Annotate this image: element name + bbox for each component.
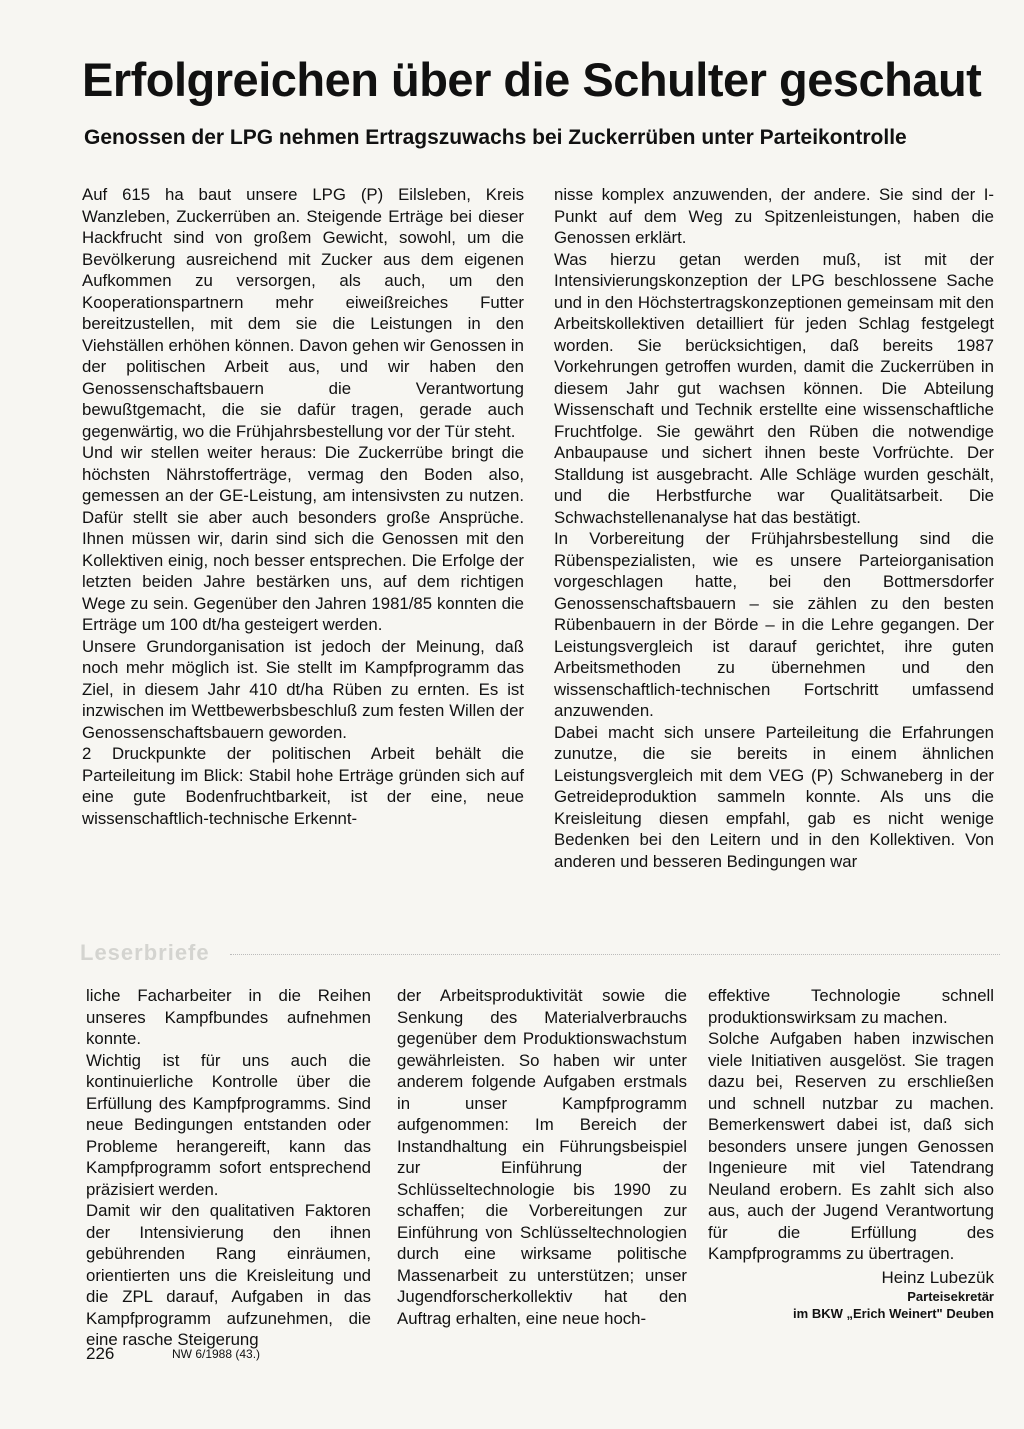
page-footer	[86, 1344, 261, 1364]
paragraph: 2 Druckpunkte der politischen Arbeit behält die Parteileitung im Blick: Stabil hohe Erträge gründen sich auf eine gute Bodenfruchtbarkeit, ist der eine, neue wissenschaftlich-technische Erkennt-	[82, 744, 524, 828]
paragraph: der Arbeitsproduktivität sowie die Senkung des Materialverbrauchs gegenüber dem Produktionswachstum gewährleisten. So haben wir unter anderem folgende Aufgaben erstmals in unser Kampfprogramm aufgenommen: Im Bereich der Instandhaltung ein Führungsbeispiel zur Einführung der Schlüsseltechnologie bis 1990 zu schaffen; die Vorbereitungen zur Einführung von Schlüsseltechnologien durch eine wirksame politische Massenarbeit zu unterstützen; unser Jugendforscherkollektiv hat den Auftrag erhalten, eine neue hoch-	[397, 986, 687, 1328]
signature-affiliation: im BKW „Erich Weinert" Deuben	[793, 1306, 994, 1321]
paragraph: In Vorbereitung der Frühjahrsbestellung sind die Rübenspezialisten, wie es unsere Parteiorganisation vorgeschlagen hatte, bei den Bottmersdorfer Genossenschaftsbauern – sie zählen zu den besten Rübenbauern in der Börde – in die Lehre gegangen. Der Leistungsvergleich ist darauf gerichtet, ihre guten Arbeitsmethoden zu übernehmen und den wissenschaftlich-technischen Fortschritt umfassend anzuwenden.	[554, 529, 994, 720]
page-number: 226	[86, 1344, 115, 1363]
article-subtitle: Genossen der LPG nehmen Ertragszuwachs bei Zuckerrüben unter Parteikontrolle	[84, 126, 907, 149]
section-divider	[80, 940, 1000, 966]
paragraph: liche Facharbeiter in die Reihen unseres Kampfbundes aufnehmen konnte.	[86, 986, 371, 1048]
article-column-left	[82, 184, 524, 829]
paragraph: Unsere Grundorganisation ist jedoch der Meinung, daß noch mehr möglich ist. Sie stellt im Kampfprogramm das Ziel, in diesem Jahr 410 dt/ha Rüben zu ernten. Es ist inzwischen im Wettbewerbsbeschluß zum festen Willen der Genossenschaftsbauern geworden.	[82, 636, 524, 742]
letter-column-1	[86, 985, 371, 1351]
letter-column-2	[397, 985, 687, 1329]
letter-column-3	[708, 985, 994, 1322]
paragraph: Wichtig ist für uns auch die kontinuierliche Kontrolle über die Erfüllung des Kampfprogramms. Sind neue Bedingungen entstanden oder Probleme herangereift, kann das Kampfprogramm sofort entsprechend präzisiert werden.	[86, 1050, 371, 1199]
paragraph: Dabei macht sich unsere Parteileitung die Erfahrungen zunutze, die sie bereits in einem ähnlichen Leistungsvergleich mit dem VEG (P) Schwaneberg in der Getreideproduktion sammeln konnte. Als uns die Kreisleitung diesen empfahl, gab es nicht wenige Bedenken bei den Leitern und in den Kollektiven. Von anderen und besseren Bedingungen war	[554, 722, 994, 871]
signature-role: Parteisekretär	[907, 1289, 994, 1304]
issue-reference: NW 6/1988 (43.)	[172, 1347, 261, 1361]
paragraph: Und wir stellen weiter heraus: Die Zuckerrübe bringt die höchsten Nährstofferträge, vermag den Boden also, gemessen an der GE-Leistung, am intensivsten zu nutzen. Dafür stellt sie aber auch besonders große Ansprüche. Ihnen müssen wir, darin sind sich die Genossen mit den Kollektiven einig, noch besser entsprechen. Die Erfolge der letzten beiden Jahre bestärken uns, auf dem richtigen Wege zu sein. Gegenüber den Jahren 1981/85 konnten die Erträge um 100 dt/ha gesteigert werden.	[82, 443, 524, 634]
paragraph: Auf 615 ha baut unsere LPG (P) Eilsleben, Kreis Wanzleben, Zuckerrüben an. Steigende Erträge bei dieser Hackfrucht sind von großem Gewicht, sowohl, um die Bevölkerung ausreichend mit Zucker aus dem eigenen Aufkommen zu versorgen, als auch, um den Kooperationspartnern mehr eiweißreiches Futter bereitzustellen, mit dem sie die Leistungen in den Viehställen erhöhen können. Davon gehen wir Genossen in der politischen Arbeit aus, und wir haben den Genossenschaftsbauern die Verantwortung bewußtgemacht, die sie dafür tragen, gerade auch gegenwärtig, wo die Frühjahrsbestellung vor der Tür steht.	[82, 185, 524, 441]
paragraph: Damit wir den qualitativen Faktoren der Intensivierung den ihnen gebührenden Rang einräumen, orientierten uns die Kreisleitung und die ZPL darauf, Aufgaben in das Kampfprogramm aufzunehmen, die eine rasche Steigerung	[86, 1201, 371, 1349]
article-column-right	[554, 184, 994, 872]
paragraph: Solche Aufgaben haben inzwischen viele Initiativen ausgelöst. Sie tragen dazu bei, Reserven zu erschließen und schnell nutzbar zu machen. Bemerkenswert dabei ist, daß sich besonders unsere jungen Genossen Ingenieure mit viel Tatendrang Neuland erobern. Es zahlt sich also aus, auch der Jugend Verantwortung für die Erfüllung des Kampfprogramms zu übertragen.	[708, 1029, 994, 1263]
section-label: Leserbriefe	[80, 940, 210, 965]
paragraph: Was hierzu getan werden muß, ist mit der Intensivierungskonzeption der LPG beschlossene Sache und in den Höchstertragskonzeptionen gemeinsam mit den Arbeitskollektiven detailliert für jeden Schlag festgelegt worden. Sie berücksichtigen, daß bereits 1987 Vorkehrungen getroffen wurden, damit die Zuckerrüben in diesem Jahr gut wachsen können. Die Abteilung Wissenschaft und Technik erstellte eine wissenschaftliche Fruchtfolge. Sie gewährt den Rüben die notwendige Anbaupause und sichert ihnen beste Vorfrüchte. Der Stalldung ist ausgebracht. Alle Schläge wurden geschält, und die Herbstfurche war Qualitätsarbeit. Die Schwachstellenanalyse hat das bestätigt.	[554, 249, 994, 527]
article-title: Erfolgreichen über die Schulter geschaut	[82, 53, 982, 106]
paragraph: effektive Technologie schnell produktionswirksam zu machen.	[708, 986, 994, 1027]
divider-rule	[230, 954, 1000, 955]
signature-name: Heinz Lubezük	[881, 1267, 994, 1287]
paragraph: nisse komplex anzuwenden, der andere. Sie sind der I-Punkt auf dem Weg zu Spitzenleistungen, haben die Genossen erklärt.	[554, 185, 994, 247]
